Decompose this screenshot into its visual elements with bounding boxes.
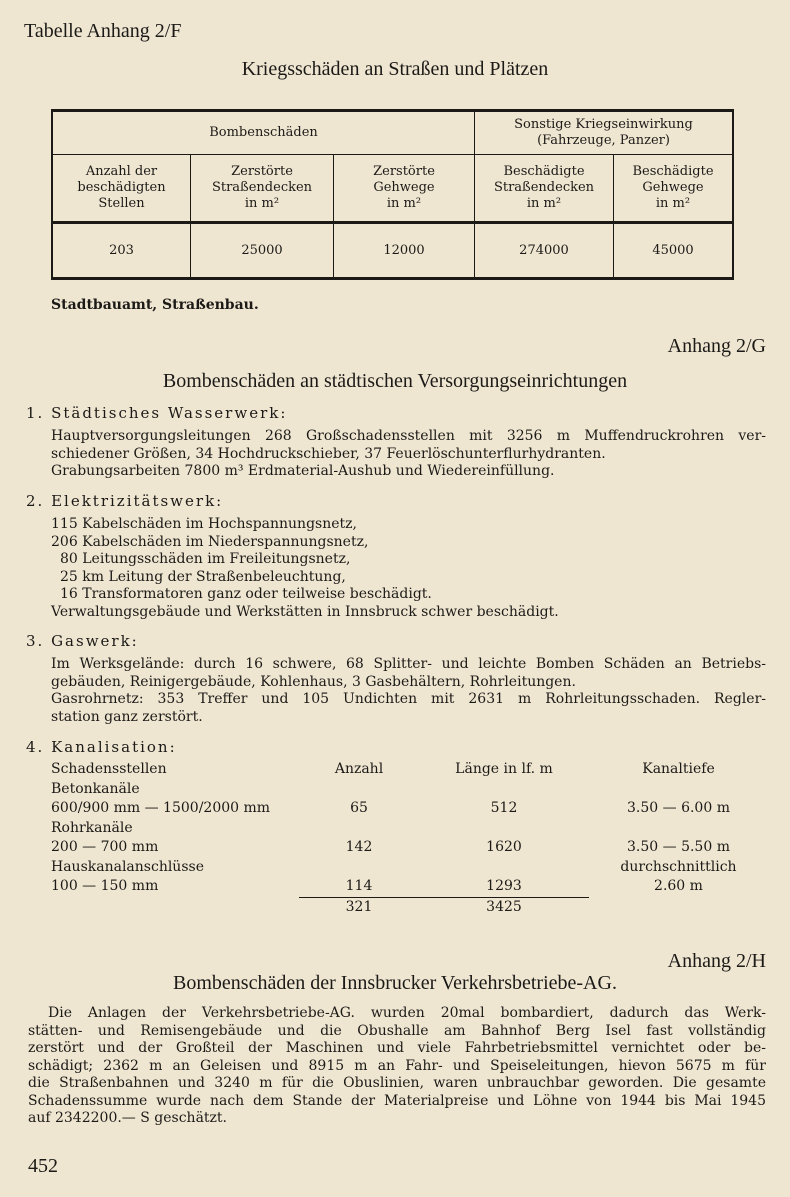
value-count: 203: [52, 223, 191, 279]
value-damaged-roads: 274000: [475, 223, 614, 279]
item-water-heading: 1. Städtisches Wasserwerk:: [26, 404, 288, 422]
damage-table: [51, 109, 734, 280]
col-header-destroyed-walkways: Zerstörte Gehwege in m²: [334, 155, 475, 223]
item-gas-heading: 3. Gaswerk:: [26, 632, 139, 650]
item-electric-text: 115 Kabelschäden im Hochspannungsnetz, 206 Kabelschäden im Niederspannungsnetz, 80 Leitungsschäden im Freileitungsnetz, 25 km Leitung der Straßenbeleuchtung, 16 Transformatoren ganz oder teilweise beschädigt. Verwaltungsgebäude und Werkstätten in Innsbruck schwer beschädigt.: [51, 516, 559, 620]
table-row: Rohrkanäle: [51, 819, 133, 836]
item-water-text: Hauptversorgungsleitungen 268 Großschadensstellen mit 3256 m Muffendruckrohren ver- schiedener Größen, 34 Hochdruckschieber, 37 Feuerlöschunterflurhydranten. Grabungsarbeiten 7800 m³ Erdmaterial-Aushub und Wiedereinfüllung.: [51, 428, 766, 479]
value-destroyed-roads: 25000: [191, 223, 334, 279]
item-sewer-heading: 4. Kanalisation:: [26, 738, 177, 756]
table-title: Kriegsschäden an Straßen und Plätzen: [241, 58, 549, 80]
group-header-bombs: Bombenschäden: [52, 111, 475, 155]
col-header-count: Anzahl der beschädigten Stellen: [52, 155, 191, 223]
section-h-label: Anhang 2/H: [667, 950, 766, 972]
table-row: 200 — 700 mm 142 1620 3.50 — 5.50 m: [51, 839, 730, 855]
table-row: Hauskanalanschlüsse durchschnittlich: [51, 858, 737, 875]
sewer-total-count: 321: [299, 897, 419, 917]
sewer-col-header-locations: Schadensstellen: [51, 761, 167, 777]
table-source: Stadtbauamt, Straßenbau.: [51, 297, 259, 313]
section-h-text: Die Anlagen der Verkehrsbetriebe-AG. wurden 20mal bombardiert, dadurch das Werk- stätten- und Remisengebäude und die Obushalle am Bahnhof Berg Isel fast vollständig zerstört und der Großteil der Maschinen und viele Fahrbetriebsmittel vernichtet oder be- schädigt; 2362 m an Geleisen und 8915 m an Fahr- und Speiseleitungen, hievon 5675 m für die Straßenbahnen und 3240 m für die Obuslinien, waren unbrauchbar geworden. Die gesamte Schadenssumme wurde nach dem Stande der Materialpreise und Löhne von 1944 bis Mai 1945 auf 2342200.— S geschätzt.: [28, 1005, 766, 1126]
col-header-destroyed-roads: Zerstörte Straßendecken in m²: [191, 155, 334, 223]
table-row: 600/900 mm — 1500/2000 mm 65 512 3.50 — 6.00 m: [51, 800, 730, 816]
page-number: 452: [28, 1155, 58, 1177]
value-destroyed-walkways: 12000: [334, 223, 475, 279]
group-header-other-line2: (Fahrzeuge, Panzer): [537, 133, 670, 148]
col-header-damaged-roads: Beschädigte Straßendecken in m²: [475, 155, 614, 223]
sewer-col-header-count: Anzahl: [334, 761, 384, 777]
table-row: 100 — 150 mm 114 1293 2.60 m: [51, 878, 703, 894]
sewer-col-header-length: Länge in lf. m: [455, 761, 553, 777]
sewer-table: [51, 760, 768, 917]
table-row: Betonkanäle: [51, 780, 140, 797]
group-header-other-line1: Sonstige Kriegseinwirkung: [514, 117, 693, 132]
group-header-other: [475, 111, 734, 155]
sewer-total-row: [51, 897, 768, 917]
section-g-title: Bombenschäden an städtischen Versorgungseinrichtungen: [162, 370, 628, 392]
sewer-col-header-depth: Kanaltiefe: [642, 761, 715, 777]
sewer-total-length: 3425: [419, 897, 589, 917]
item-electric-heading: 2. Elektrizitätswerk:: [26, 492, 224, 510]
value-damaged-walkways: 45000: [614, 223, 734, 279]
section-g-label: Anhang 2/G: [667, 335, 766, 357]
item-gas-text: Im Werksgelände: durch 16 schwere, 68 Splitter- und leichte Bomben Schäden an Betriebs- gebäuden, Reinigergebäude, Kohlenhaus, 3 Gasbehältern, Rohrleitungen. Gasrohrnetz: 353 Treffer und 105 Undichten mit 2631 m Rohrleitungsschaden. Regler- station ganz zerstört.: [51, 656, 766, 725]
col-header-damaged-walkways: Beschädigte Gehwege in m²: [614, 155, 734, 223]
table-id-label: Tabelle Anhang 2/F: [24, 20, 182, 42]
section-h-title: Bombenschäden der Innsbrucker Verkehrsbetriebe-AG.: [173, 972, 617, 994]
